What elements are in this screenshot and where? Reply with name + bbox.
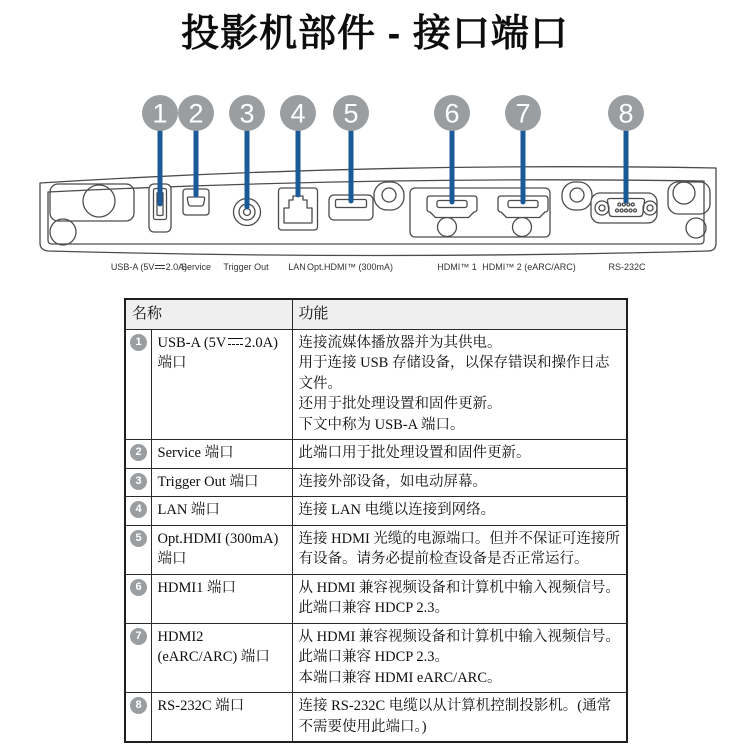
port-label-6: HDMI™ 1	[437, 262, 477, 272]
function-line: 连接流媒体播放器并为其供电。	[298, 334, 502, 351]
function-line: 此端口兼容 HDCP 2.3。	[298, 600, 450, 616]
row-number-cell	[125, 525, 151, 574]
table-row	[125, 574, 627, 623]
table-header-row	[125, 299, 627, 329]
svg-text:1: 1	[152, 98, 168, 129]
port-name-cell: HDMI2 (eARC/ARC) 端口	[151, 623, 292, 693]
ports-table	[124, 298, 628, 743]
callout-5	[333, 95, 369, 131]
callout-7	[505, 95, 541, 131]
function-line: 从 HDMI 兼容视频设备和计算机中输入视频信号。	[298, 628, 620, 645]
port-function-cell	[292, 574, 627, 623]
port-function-cell	[292, 440, 627, 469]
function-line: 从 HDMI 兼容视频设备和计算机中输入视频信号。	[298, 579, 620, 596]
port-function-cell	[292, 329, 627, 440]
port-name-cell: Trigger Out 端口	[151, 468, 292, 497]
callout-3	[229, 95, 265, 131]
svg-text:6: 6	[444, 98, 460, 129]
table-row	[125, 468, 627, 497]
table-row	[125, 329, 627, 440]
function-line: 此端口兼容 HDCP 2.3。	[298, 649, 450, 665]
svg-text:2: 2	[188, 98, 204, 129]
callout-1	[142, 95, 178, 131]
function-line: 用于连接 USB 存储设备，以保存错误和操作日志文件。	[298, 355, 610, 392]
port-name-cell: Service 端口	[151, 440, 292, 469]
function-line: 连接 RS-232C 电缆以从计算机控制投影机。(通常不需要使用此端口。)	[298, 698, 612, 735]
callout-2	[178, 95, 214, 131]
table-row	[125, 623, 627, 693]
callout-6	[434, 95, 470, 131]
port-name-cell: RS-232C 端口	[151, 693, 292, 743]
dc-symbol	[228, 338, 243, 345]
callout-4	[280, 95, 316, 131]
port-function-cell	[292, 525, 627, 574]
projector-rear-panel-drawing	[30, 88, 720, 273]
table-row	[125, 693, 627, 743]
row-number-cell	[125, 623, 151, 693]
row-number-cell	[125, 468, 151, 497]
svg-text:4: 4	[290, 98, 306, 129]
function-line: 本端口兼容 HDMI eARC/ARC。	[298, 669, 502, 686]
port-label-8: RS-232C	[608, 262, 646, 272]
port-name-cell: USB-A (5V 2.0A) 端口	[151, 329, 292, 440]
row-number-badge: 8	[130, 697, 147, 714]
table-row	[125, 497, 627, 526]
port-function-cell	[292, 497, 627, 526]
row-number-badge: 6	[130, 579, 147, 596]
port-label-2: Service	[180, 262, 212, 272]
row-number-cell	[125, 574, 151, 623]
svg-text:8: 8	[618, 98, 634, 129]
row-number-badge: 5	[130, 530, 147, 547]
callout-8	[608, 95, 644, 131]
row-number-cell	[125, 440, 151, 469]
row-number-cell	[125, 497, 151, 526]
row-number-badge: 7	[130, 628, 147, 645]
column-header-name: 名称	[125, 299, 292, 329]
function-line: 此端口用于批处理设置和固件更新。	[298, 445, 531, 461]
port-label-1: USB-A (5V 2.0A)	[110, 262, 188, 272]
function-line: 连接外部设备，如电动屏幕。	[298, 473, 488, 490]
dc-symbol	[155, 265, 164, 270]
function-line: 还用于批处理设置和固件更新。	[298, 396, 502, 412]
function-line: 连接 LAN 电缆以连接到网络。	[298, 502, 496, 518]
function-line: 下文中称为 USB-A 端口。	[298, 416, 465, 433]
function-line: 连接 HDMI 光缆的电源端口。但并不保证可连接所有设备。请务必提前检查设备是否正常运行。	[298, 530, 620, 567]
port-label-5: Opt.HDMI™ (300mA)	[306, 262, 394, 272]
svg-text:5: 5	[343, 98, 359, 129]
port-label-3: Trigger Out	[223, 262, 269, 272]
port-function-cell	[292, 623, 627, 693]
port-label-7: HDMI™ 2 (eARC/ARC)	[482, 262, 576, 272]
port-function-cell	[292, 468, 627, 497]
page-title: 投影机部件 - 接口端口	[181, 13, 569, 55]
table-row	[125, 525, 627, 574]
row-number-badge: 3	[130, 473, 147, 490]
port-name-cell: Opt.HDMI (300mA) 端口	[151, 525, 292, 574]
row-number-badge: 1	[130, 334, 147, 351]
row-number-cell	[125, 329, 151, 440]
row-number-badge: 2	[130, 444, 147, 461]
svg-text:3: 3	[239, 98, 255, 129]
svg-text:7: 7	[515, 98, 531, 129]
row-number-cell	[125, 693, 151, 743]
port-name-cell: LAN 端口	[151, 497, 292, 526]
ports-table-body	[125, 329, 627, 742]
column-header-function: 功能	[292, 299, 627, 329]
port-name-cell: HDMI1 端口	[151, 574, 292, 623]
row-number-badge: 4	[130, 501, 147, 518]
port-function-cell	[292, 693, 627, 743]
port-label-4: LAN	[288, 262, 306, 272]
table-row	[125, 440, 627, 469]
